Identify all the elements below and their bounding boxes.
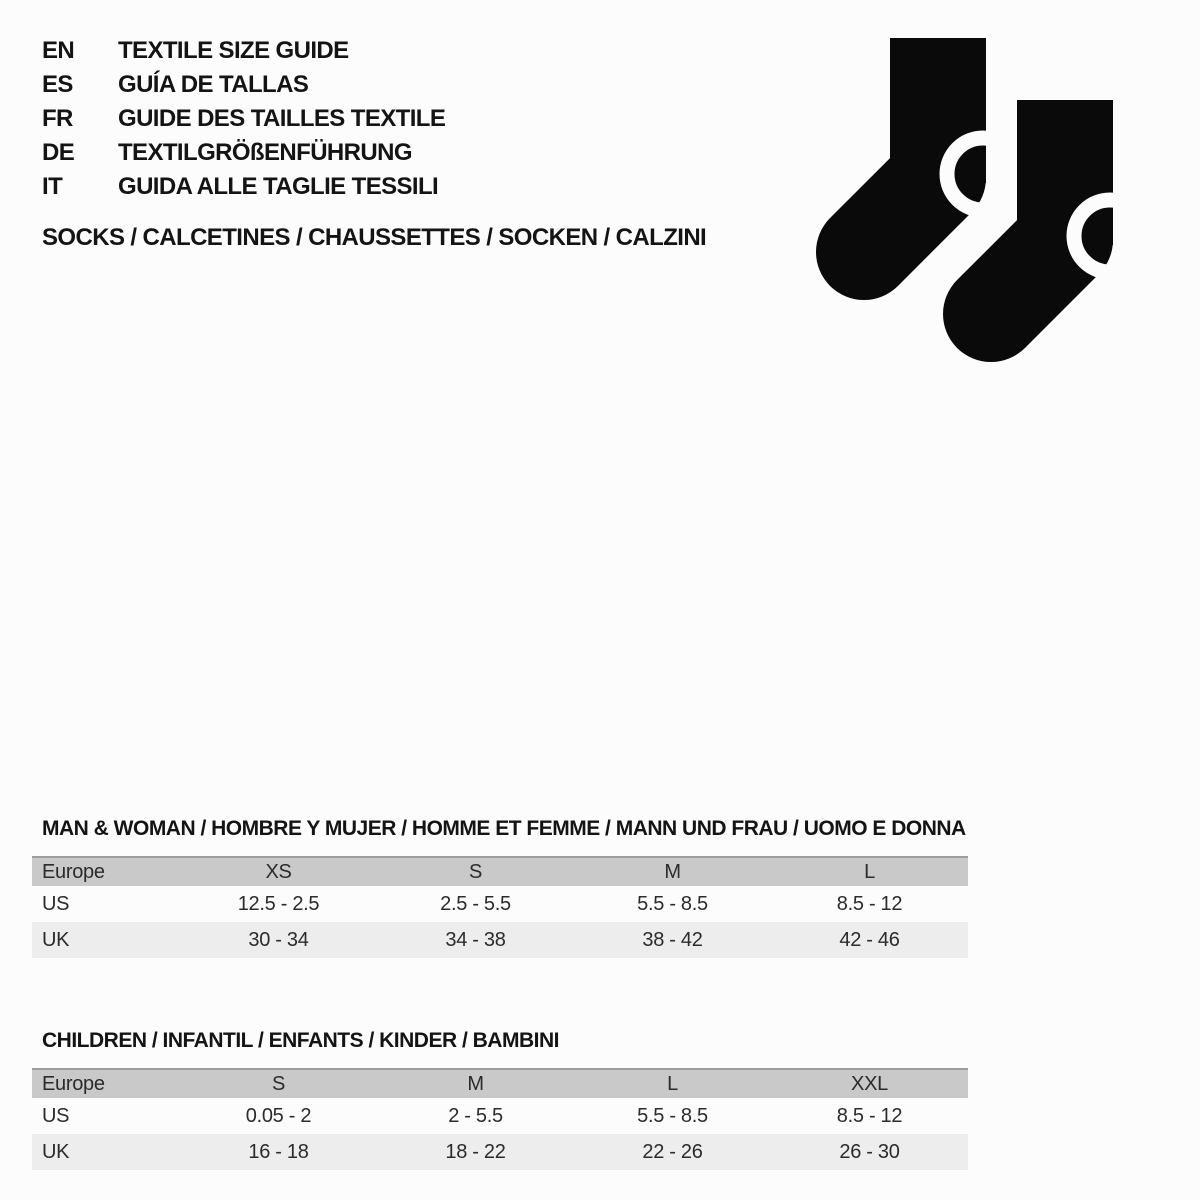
size-cell: 22 - 26 [642,1140,703,1163]
size-cell: 2 - 5.5 [448,1104,503,1127]
table-row-uk [32,1134,968,1170]
children-table [32,1068,968,1170]
header-cell-region: Europe [42,1072,105,1095]
table-header-row [32,856,968,886]
header-cell-size: L [864,860,875,883]
header-cell-region: Europe [42,860,105,883]
size-cell: 8.5 - 12 [836,892,903,915]
category-title: SOCKS / CALCETINES / CHAUSSETTES / SOCKEN / CALZINI [42,224,707,251]
size-cell: 2.5 - 5.5 [440,892,511,915]
size-cell: 16 - 18 [248,1140,309,1163]
table-row-us [32,1098,968,1134]
row-label: UK [42,1140,70,1163]
language-code: EN [42,37,75,64]
size-cell: 38 - 42 [642,928,703,951]
language-label: TEXTILE SIZE GUIDE [118,37,349,64]
sock-left [864,38,1019,252]
row-label: US [42,892,70,915]
header-cell-size: M [467,1072,484,1095]
children-title: CHILDREN / INFANTIL / ENFANTS / KINDER / BAMBINI [42,1029,559,1052]
header-cell-size: S [271,1072,286,1095]
man-woman-table [32,856,968,958]
header-cell-size: XXL [851,1072,888,1095]
children-section [32,1029,968,1170]
language-label: GUÍA DE TALLAS [118,71,309,98]
language-code: DE [42,139,75,166]
size-cell: 8.5 - 12 [836,1104,903,1127]
language-row-it [42,170,445,204]
size-cell: 5.5 - 8.5 [637,892,708,915]
table-row-us [32,886,968,922]
language-label: GUIDA ALLE TAGLIE TESSILI [118,173,439,200]
size-cell: 34 - 38 [445,928,506,951]
language-label: TEXTILGRÖßENFÜHRUNG [118,139,412,166]
table-header-row [32,1068,968,1098]
header-cell-size: L [667,1072,678,1095]
size-cell: 5.5 - 8.5 [637,1104,708,1127]
header-cell-size: XS [265,860,292,883]
language-code: FR [42,105,73,132]
row-label: US [42,1104,70,1127]
socks-icon [790,20,1170,365]
size-cell: 12.5 - 2.5 [237,892,320,915]
language-list [42,34,445,204]
table-row-uk [32,922,968,958]
language-code: ES [42,71,73,98]
size-cell: 26 - 30 [839,1140,900,1163]
man-woman-section [32,817,968,958]
header-cell-size: S [468,860,483,883]
language-label: GUIDE DES TAILLES TEXTILE [118,105,446,132]
size-cell: 30 - 34 [248,928,309,951]
row-label: UK [42,928,70,951]
header-cell-size: M [664,860,681,883]
man-woman-title: MAN & WOMAN / HOMBRE Y MUJER / HOMME ET FEMME / MANN UND FRAU / UOMO E DONNA [42,817,966,840]
language-row-en [42,34,445,68]
size-cell: 0.05 - 2 [245,1104,312,1127]
sock-right [991,100,1146,314]
language-code: IT [42,173,63,200]
size-cell: 18 - 22 [445,1140,506,1163]
language-row-fr [42,102,445,136]
language-row-de [42,136,445,170]
language-row-es [42,68,445,102]
size-cell: 42 - 46 [839,928,900,951]
